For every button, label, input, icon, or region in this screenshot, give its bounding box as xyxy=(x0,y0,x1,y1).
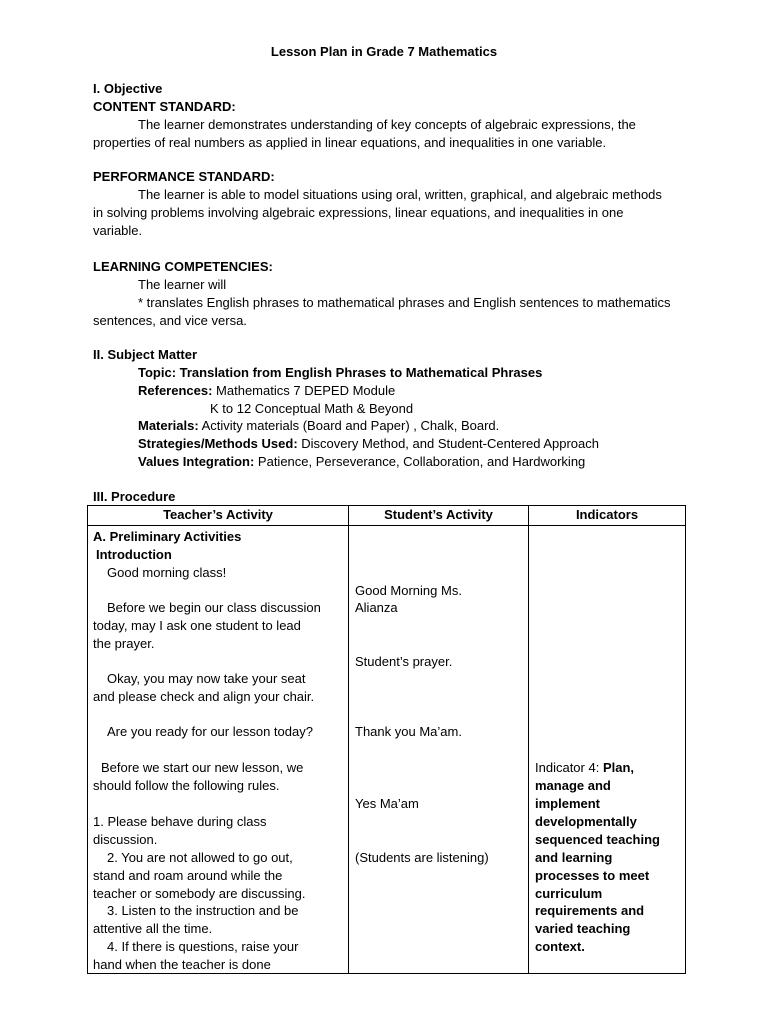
student-line: Alianza xyxy=(355,600,398,615)
teacher-line: and please check and align your chair. xyxy=(93,689,315,704)
header-indicators: Indicators xyxy=(529,506,686,526)
performance-standard-label: PERFORMANCE STANDARD: xyxy=(93,169,275,184)
teacher-line: discussion. xyxy=(93,832,158,847)
indicator-line: and learning xyxy=(535,850,613,865)
indicator-line: implement xyxy=(535,796,601,811)
content-standard-label: CONTENT STANDARD: xyxy=(93,99,236,114)
content-standard-line: The learner demonstrates understanding of key concepts of algebraic expressions, the xyxy=(138,117,636,132)
performance-standard-line: The learner is able to model situations using oral, written, graphical, and algebraic methods xyxy=(138,187,662,202)
teacher-line: Before we start our new lesson, we xyxy=(101,760,304,775)
teacher-line: Are you ready for our lesson today? xyxy=(107,724,313,739)
content-standard-line: properties of real numbers as applied in linear equations, and inequalities in one variable. xyxy=(93,135,607,150)
materials-label: Materials: xyxy=(138,418,199,433)
student-line: Thank you Ma’am. xyxy=(355,724,462,739)
materials-value: Activity materials (Board and Paper) , Chalk, Board. xyxy=(198,418,500,433)
strategies-line xyxy=(138,435,599,453)
introduction-heading: Introduction xyxy=(96,547,172,562)
teacher-line: Good morning class! xyxy=(107,565,227,580)
teacher-line: attentive all the time. xyxy=(93,921,213,936)
objective-heading: I. Objective xyxy=(93,81,163,96)
teacher-line: Okay, you may now take your seat xyxy=(107,671,306,686)
student-line: (Students are listening) xyxy=(355,850,489,865)
student-activity-cell xyxy=(349,526,529,974)
strategies-value: Discovery Method, and Student-Centered Approach xyxy=(297,436,599,451)
teacher-line: teacher or somebody are discussing. xyxy=(93,886,306,901)
references-label: References: xyxy=(138,383,213,398)
table-row xyxy=(88,526,686,974)
indicator-line: varied teaching xyxy=(535,921,631,936)
student-line: Student’s prayer. xyxy=(355,654,453,669)
learning-competencies-line: * translates English phrases to mathematical phrases and English sentences to mathematics xyxy=(138,295,671,310)
teacher-line: 2. You are not allowed to go out, xyxy=(107,850,293,865)
student-line: Yes Ma’am xyxy=(355,796,419,811)
strategies-label: Strategies/Methods Used: xyxy=(138,436,298,451)
indicator-text: Plan, xyxy=(602,760,635,775)
topic-line: Topic: Translation from English Phrases to Mathematical Phrases xyxy=(138,365,543,380)
values-value: Patience, Perseverance, Collaboration, and Hardworking xyxy=(254,454,586,469)
teacher-line: stand and roam around while the xyxy=(93,868,283,883)
teacher-line: 1. Please behave during class xyxy=(93,814,267,829)
teacher-line: 3. Listen to the instruction and be xyxy=(107,903,299,918)
procedure-table xyxy=(87,505,686,974)
teacher-activity-cell xyxy=(88,526,349,974)
header-teachers-activity: Teacher’s Activity xyxy=(88,506,349,526)
references-line xyxy=(138,382,395,400)
indicator-prefix: Indicator 4: xyxy=(535,760,603,775)
indicator-line: context. xyxy=(535,939,585,954)
materials-line xyxy=(138,417,499,435)
indicator-line: processes to meet xyxy=(535,868,650,883)
learning-competencies-label: LEARNING COMPETENCIES: xyxy=(93,259,273,274)
student-line: Good Morning Ms. xyxy=(355,583,462,598)
teacher-line: the prayer. xyxy=(93,636,155,651)
values-label: Values Integration: xyxy=(138,454,255,469)
subject-matter-heading: II. Subject Matter xyxy=(93,347,198,362)
teacher-line: hand when the teacher is done xyxy=(93,957,271,972)
teacher-line: Before we begin our class discussion xyxy=(107,600,321,615)
performance-standard-line: in solving problems involving algebraic expressions, linear equations, and inequalities in one xyxy=(93,205,624,220)
teacher-line: today, may I ask one student to lead xyxy=(93,618,301,633)
learning-competencies-line: The learner will xyxy=(138,277,227,292)
performance-standard-line: variable. xyxy=(93,223,143,238)
table-header-row xyxy=(88,506,686,526)
header-students-activity: Student’s Activity xyxy=(349,506,529,526)
preliminary-activities-heading: A. Preliminary Activities xyxy=(93,529,242,544)
indicator-line: requirements and xyxy=(535,903,645,918)
teacher-line: 4. If there is questions, raise your xyxy=(107,939,299,954)
indicator-line: developmentally xyxy=(535,814,637,829)
learning-competencies-line: sentences, and vice versa. xyxy=(93,313,247,328)
indicator-line xyxy=(535,759,634,777)
values-line xyxy=(138,453,585,471)
indicators-cell xyxy=(529,526,686,974)
indicator-line: sequenced teaching xyxy=(535,832,660,847)
page-title: Lesson Plan in Grade 7 Mathematics xyxy=(270,44,498,59)
teacher-line: should follow the following rules. xyxy=(93,778,280,793)
references-value: Mathematics 7 DEPED Module xyxy=(212,383,396,398)
indicator-line: curriculum xyxy=(535,886,603,901)
indicator-line: manage and xyxy=(535,778,611,793)
references-line-2: K to 12 Conceptual Math & Beyond xyxy=(210,401,414,416)
procedure-heading: III. Procedure xyxy=(93,489,176,504)
